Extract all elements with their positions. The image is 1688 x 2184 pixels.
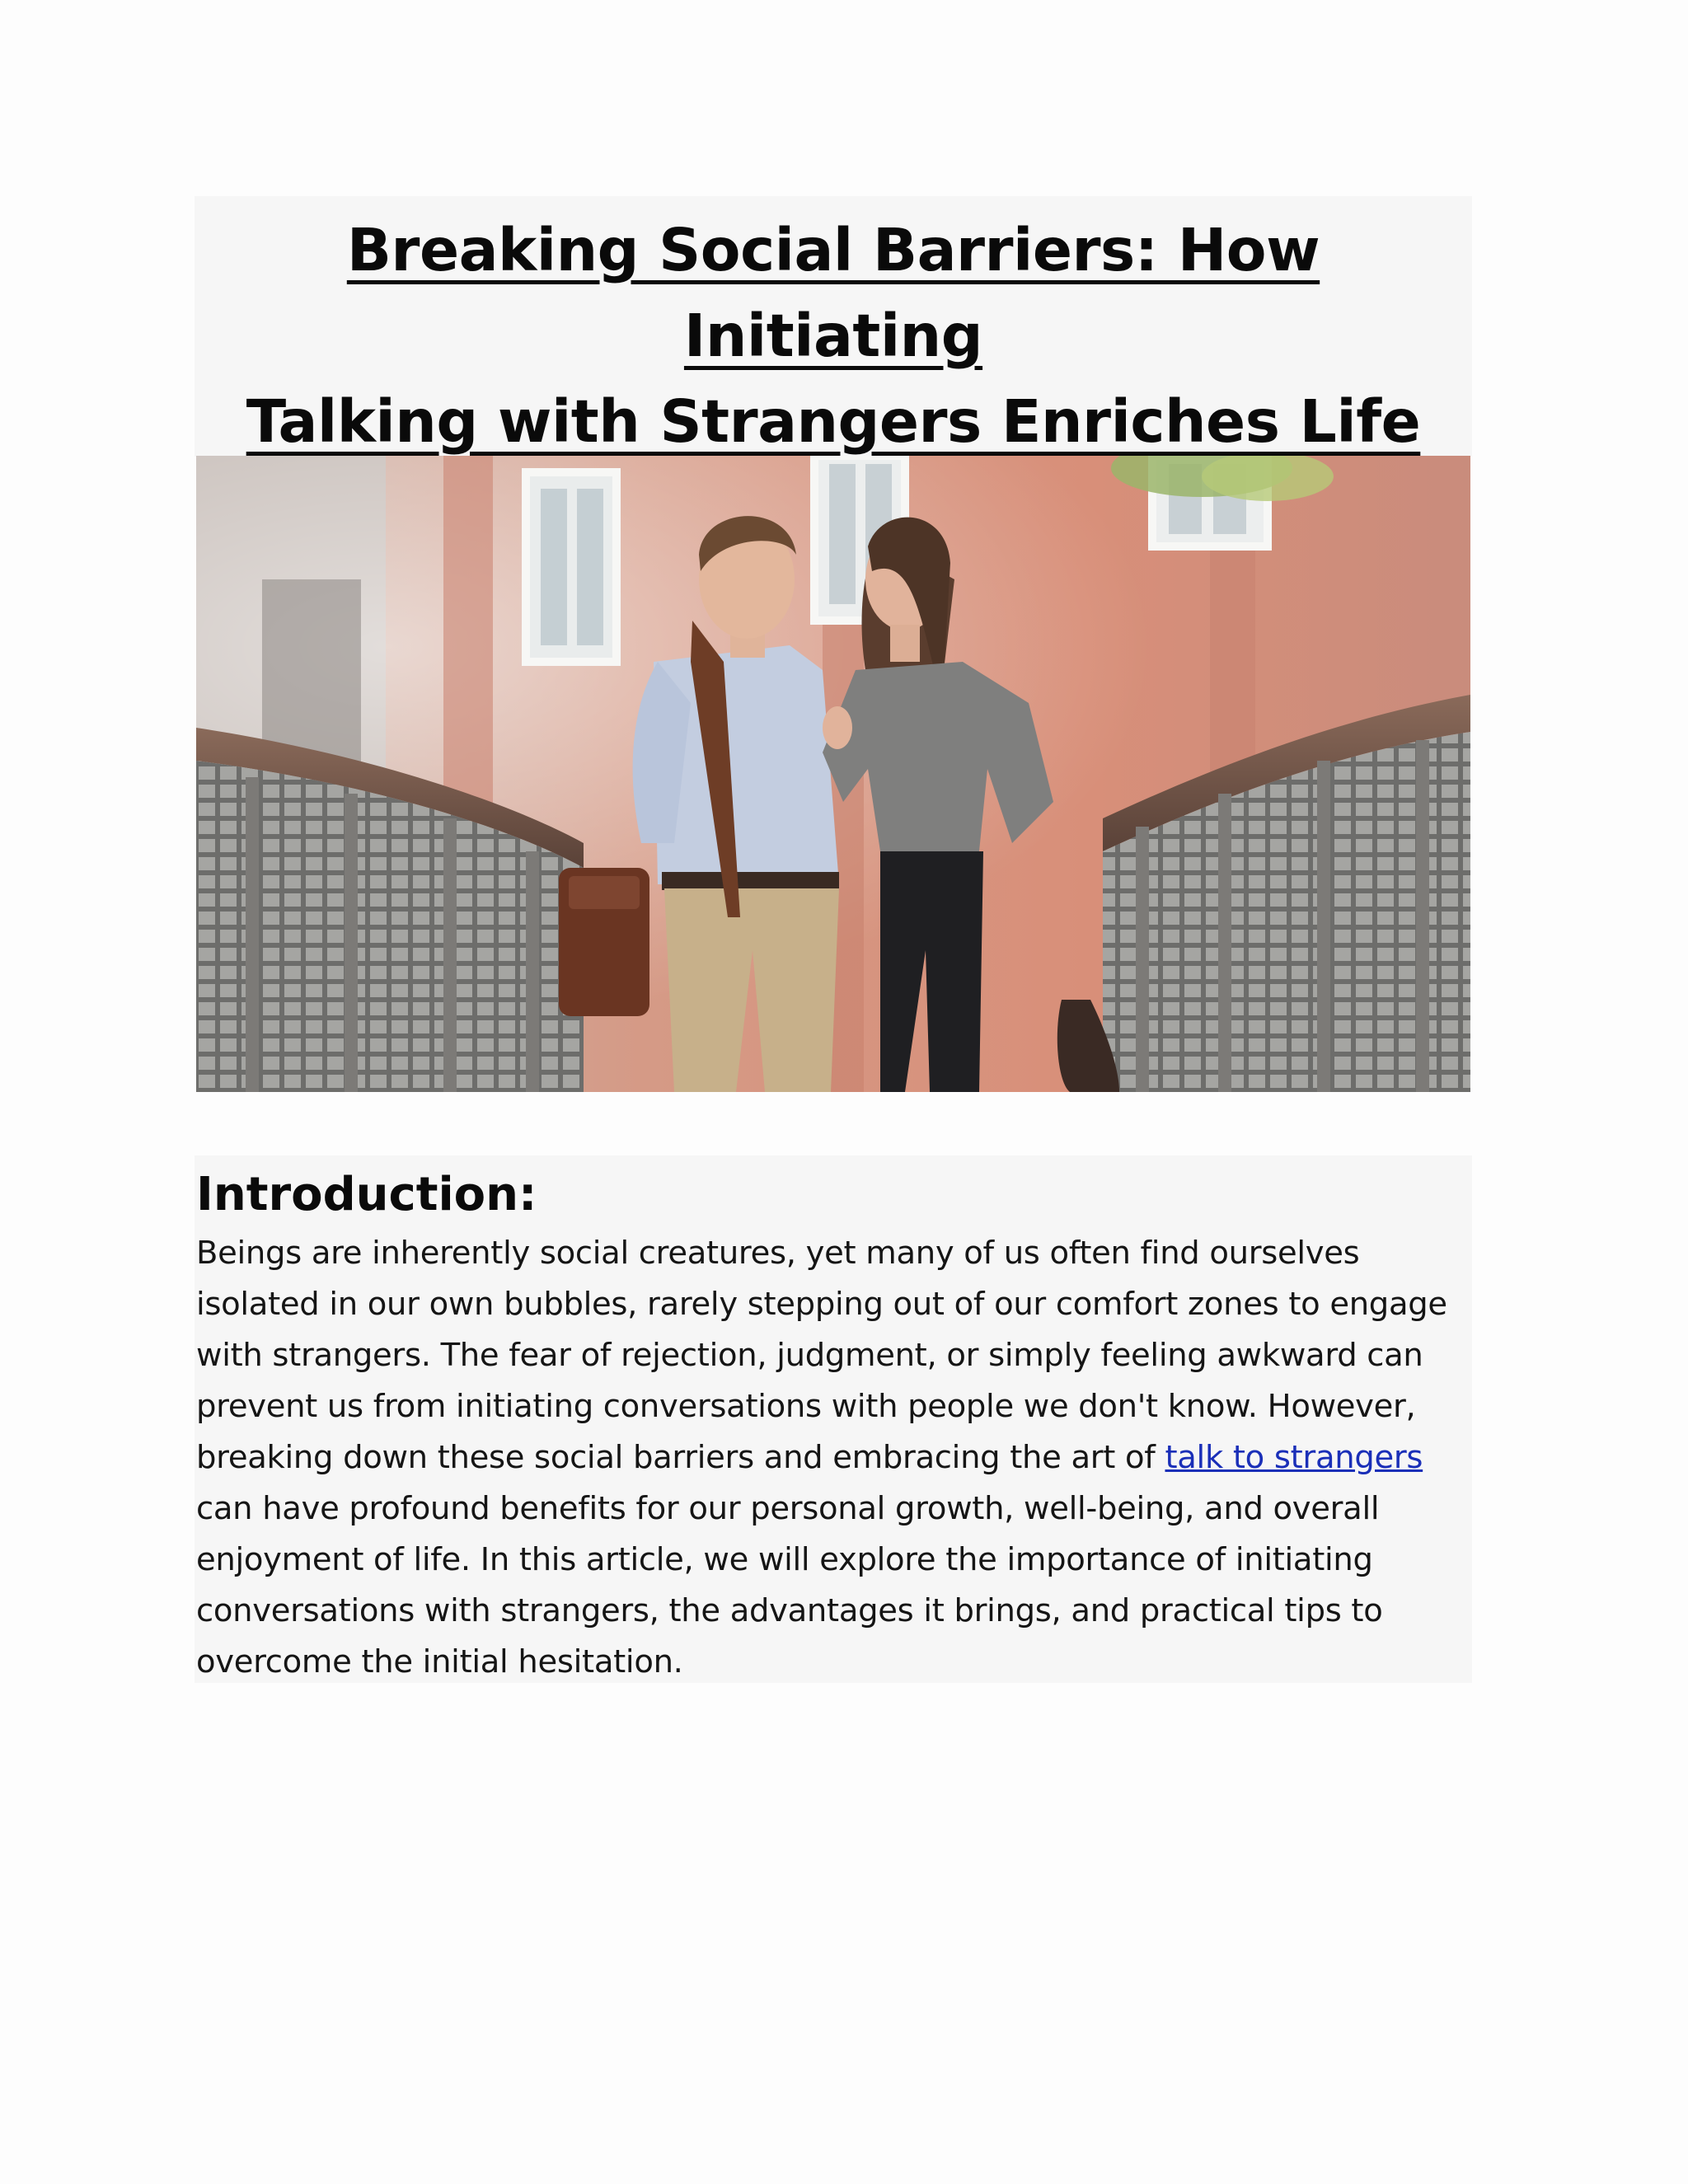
title-section [195,196,1472,457]
intro-text-part-1: Beings are inherently social creatures, yet many of us often find ourselves isolated in our own bubbles, rarely stepping out of our comfort zones to engage with strangers. The fear of rejection, judgment, or simply feeling awkward can prevent us from initiating conversations with people we don't know. However, breaking down these social barriers and embracing the art of [196,1235,1447,1476]
intro-text-part-2: can have profound benefits for our personal growth, well-being, and overall enjoyment of life. In this article, we will explore the importance of initiating conversations with strangers, the advantages it brings, and practical tips to overcome the initial hesitation. [196,1490,1383,1680]
talk-to-strangers-link[interactable]: talk to strangers [1165,1439,1423,1476]
hero-photo-illustration [196,456,1470,1092]
article-title-line-1: Breaking Social Barriers: How Initiating [346,216,1320,370]
article-title [195,196,1472,465]
introduction-paragraph [196,1228,1470,1688]
article-title-line-2: Talking with Strangers Enriches Life [246,387,1421,456]
hero-photo [196,456,1470,1092]
introduction-section [195,1155,1472,1683]
introduction-heading: Introduction: [196,1168,537,1221]
